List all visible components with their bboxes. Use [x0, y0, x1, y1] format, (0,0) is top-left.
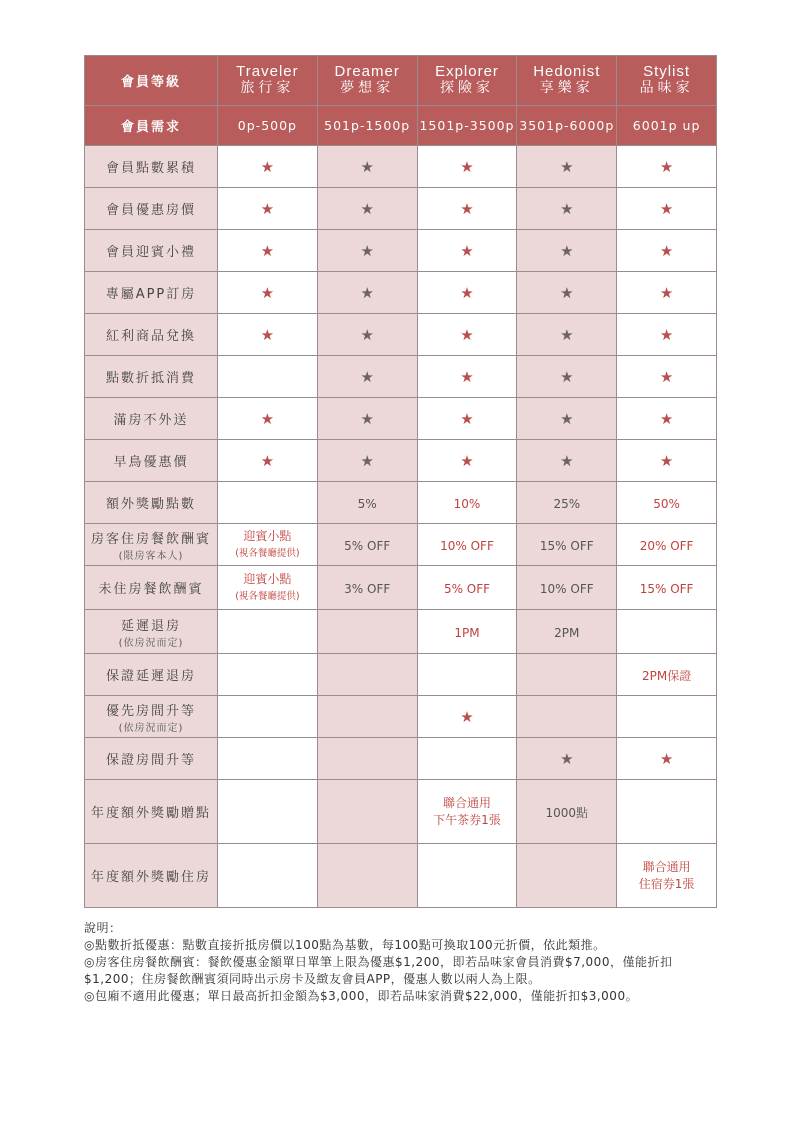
tier-header-stylist: Stylist 品味家 — [617, 56, 717, 106]
benefit-cell — [317, 696, 417, 738]
requirement-value: 501p-1500p — [317, 106, 417, 146]
benefit-cell — [317, 482, 417, 524]
tier-header-dreamer: Dreamer 夢想家 — [317, 56, 417, 106]
benefit-cell — [417, 696, 517, 738]
note-item: ◎點數折抵優惠：點數直接折抵房價以100點為基數，每100點可換取100元折價，依此類推。 — [84, 938, 606, 952]
benefit-cell — [317, 738, 417, 780]
requirement-value: 3501p-6000p — [517, 106, 617, 146]
benefit-row — [85, 524, 717, 566]
benefit-cell — [417, 844, 517, 908]
benefit-cell — [218, 844, 318, 908]
membership-tier-table — [84, 55, 717, 908]
benefit-cell — [417, 780, 517, 844]
benefit-value: 10% OFF — [539, 582, 594, 596]
benefit-value: 3% OFF — [344, 582, 391, 596]
benefit-value: 10% OFF — [440, 539, 494, 553]
star-icon: ★ — [360, 452, 374, 470]
tier-header-explorer: Explorer 探險家 — [417, 56, 517, 106]
benefit-cell — [617, 696, 717, 738]
benefit-cell — [218, 566, 318, 610]
benefit-label — [85, 780, 218, 844]
star-icon: ★ — [659, 326, 674, 344]
star-icon: ★ — [460, 410, 474, 428]
benefit-cell — [417, 566, 517, 610]
benefit-cell — [317, 188, 417, 230]
tier-header-row — [85, 56, 717, 106]
benefit-cell — [517, 440, 617, 482]
benefit-cell — [517, 524, 617, 566]
benefit-cell — [417, 272, 517, 314]
benefit-cell — [617, 230, 717, 272]
benefit-label — [85, 440, 218, 482]
benefit-cell — [218, 146, 318, 188]
benefit-cell — [317, 654, 417, 696]
benefit-cell — [317, 356, 417, 398]
benefit-cell — [617, 738, 717, 780]
benefit-label-text: 保證延遲退房 — [105, 669, 196, 684]
benefit-cell — [218, 230, 318, 272]
benefit-label-text: 延遲退房 — [120, 618, 181, 634]
benefit-cell — [617, 566, 717, 610]
star-icon: ★ — [659, 452, 674, 470]
benefit-label — [85, 188, 218, 230]
benefit-cell — [617, 398, 717, 440]
benefit-cell — [218, 696, 318, 738]
star-icon: ★ — [260, 242, 275, 260]
star-icon: ★ — [360, 284, 374, 302]
star-icon: ★ — [260, 452, 275, 470]
benefit-label — [85, 482, 218, 524]
benefit-label-text: 優先房間升等 — [105, 703, 196, 719]
star-icon: ★ — [360, 326, 374, 344]
benefit-label-text: 年度額外獎勵住房 — [90, 870, 211, 885]
benefit-cell — [218, 738, 318, 780]
star-icon: ★ — [560, 200, 574, 218]
benefit-value: 1000點 — [545, 806, 589, 820]
benefit-value: 聯合通用 住宿券1張 — [638, 859, 695, 891]
star-icon: ★ — [560, 750, 574, 768]
benefit-row — [85, 188, 717, 230]
benefit-cell — [617, 524, 717, 566]
requirement-value: 1501p-3500p — [417, 106, 517, 146]
star-icon: ★ — [560, 158, 574, 176]
benefit-row — [85, 482, 717, 524]
star-icon: ★ — [560, 410, 574, 428]
benefit-cell — [218, 314, 318, 356]
benefit-cell — [317, 146, 417, 188]
star-icon: ★ — [360, 410, 374, 428]
star-icon: ★ — [260, 200, 275, 218]
benefit-label — [85, 524, 218, 566]
benefit-cell — [218, 440, 318, 482]
benefit-label-note: (限房客本人) — [118, 550, 184, 562]
note-item: ◎房客住房餐飲酬賓：餐飲優惠金額單日單筆上限為優惠$1,200，即若品味家會員消費$7,000，僅能折扣$1,200；住房餐飲酬賓須同時出示房卡及緻友會員APP，優惠人數以兩人為上限。 — [84, 955, 673, 986]
benefit-value: 5% — [357, 497, 377, 511]
benefit-label-text: 額外獎勵點數 — [105, 497, 196, 512]
star-icon: ★ — [460, 158, 474, 176]
benefit-row — [85, 272, 717, 314]
benefit-cell — [517, 780, 617, 844]
benefit-label-text: 會員點數累積 — [105, 161, 196, 176]
benefit-cell — [617, 356, 717, 398]
benefit-row — [85, 738, 717, 780]
benefit-row — [85, 844, 717, 908]
star-icon: ★ — [360, 242, 374, 260]
benefit-cell — [517, 314, 617, 356]
requirement-value: 6001p up — [617, 106, 717, 146]
benefit-cell — [517, 482, 617, 524]
benefit-cell — [317, 272, 417, 314]
star-icon: ★ — [659, 242, 674, 260]
benefit-label — [85, 654, 218, 696]
benefit-cell — [617, 482, 717, 524]
benefit-value: 2PM — [554, 626, 580, 640]
star-icon: ★ — [659, 750, 674, 768]
benefit-label — [85, 146, 218, 188]
star-icon: ★ — [659, 368, 674, 386]
benefit-label — [85, 844, 218, 908]
benefit-cell — [517, 188, 617, 230]
benefit-cell — [218, 398, 318, 440]
star-icon: ★ — [360, 200, 374, 218]
benefit-cell — [317, 440, 417, 482]
requirement-value: 0p-500p — [218, 106, 318, 146]
star-icon: ★ — [260, 284, 275, 302]
star-icon: ★ — [260, 158, 275, 176]
benefit-cell — [317, 314, 417, 356]
star-icon: ★ — [360, 158, 374, 176]
benefit-value: 迎賓小點 (視各餐廳提供) — [235, 571, 300, 602]
requirement-label: 會員需求 — [85, 106, 218, 146]
benefit-cell — [617, 188, 717, 230]
benefit-cell — [617, 272, 717, 314]
benefit-label-text: 會員迎賓小禮 — [105, 245, 196, 260]
benefit-cell — [617, 314, 717, 356]
benefit-value: 迎賓小點 (視各餐廳提供) — [235, 528, 300, 559]
star-icon: ★ — [360, 368, 374, 386]
benefit-label — [85, 272, 218, 314]
benefit-value: 15% OFF — [639, 582, 694, 596]
benefit-label-text: 房客住房餐飲酬賓 — [90, 531, 211, 547]
benefit-row — [85, 146, 717, 188]
benefit-label — [85, 398, 218, 440]
benefit-cell — [417, 188, 517, 230]
benefit-cell — [317, 844, 417, 908]
benefit-cell — [218, 482, 318, 524]
benefit-row — [85, 566, 717, 610]
star-icon: ★ — [260, 410, 275, 428]
benefit-cell — [417, 738, 517, 780]
benefit-value: 50% — [653, 497, 680, 511]
benefit-value: 25% — [553, 497, 581, 511]
benefit-cell — [417, 524, 517, 566]
benefit-row — [85, 780, 717, 844]
requirement-row — [85, 106, 717, 146]
note-item: ◎包廂不適用此優惠；單日最高折扣金額為$3,000，即若品味家消費$22,000，僅能折扣$3,000。 — [84, 989, 639, 1003]
benefit-label-text: 年度額外獎勵贈點 — [90, 806, 211, 821]
star-icon: ★ — [659, 410, 674, 428]
benefit-label-text: 紅利商品兌換 — [105, 329, 196, 344]
benefit-value: 15% OFF — [539, 539, 594, 553]
benefit-value: 5% OFF — [344, 539, 391, 553]
benefit-label — [85, 738, 218, 780]
benefit-label-text: 未住房餐飲酬賓 — [98, 582, 204, 597]
benefit-cell — [218, 610, 318, 654]
star-icon: ★ — [460, 452, 474, 470]
benefit-label-text: 滿房不外送 — [113, 413, 189, 428]
benefit-cell — [317, 566, 417, 610]
benefit-cell — [317, 610, 417, 654]
benefit-value: 20% OFF — [639, 539, 694, 553]
benefit-cell — [617, 654, 717, 696]
star-icon: ★ — [460, 368, 474, 386]
benefit-label — [85, 566, 218, 610]
benefit-label-text: 專屬APP訂房 — [105, 287, 197, 302]
benefit-cell — [617, 844, 717, 908]
star-icon: ★ — [560, 284, 574, 302]
star-icon: ★ — [560, 452, 574, 470]
star-icon: ★ — [659, 200, 674, 218]
benefit-label — [85, 314, 218, 356]
benefit-cell — [517, 610, 617, 654]
benefit-cell — [517, 356, 617, 398]
benefit-cell — [517, 696, 617, 738]
star-icon: ★ — [560, 242, 574, 260]
benefit-row — [85, 356, 717, 398]
benefit-value: 聯合通用 下午茶券1張 — [433, 795, 501, 827]
benefit-label — [85, 696, 218, 738]
star-icon: ★ — [460, 200, 474, 218]
benefit-value: 1PM — [454, 626, 480, 640]
benefit-cell — [617, 610, 717, 654]
notes-title: 說明： — [84, 921, 122, 935]
benefit-cell — [617, 780, 717, 844]
benefit-row — [85, 696, 717, 738]
benefit-cell — [417, 482, 517, 524]
benefit-row — [85, 610, 717, 654]
benefit-cell — [317, 398, 417, 440]
star-icon: ★ — [659, 284, 674, 302]
benefit-row — [85, 314, 717, 356]
benefit-cell — [417, 314, 517, 356]
benefit-value: 10% — [453, 497, 481, 511]
benefit-row — [85, 440, 717, 482]
benefit-value: 5% OFF — [443, 582, 491, 596]
benefit-label-note: (依房況而定) — [118, 722, 184, 734]
notes-section — [84, 920, 724, 1005]
star-icon: ★ — [460, 326, 474, 344]
benefit-label-text: 會員優惠房價 — [105, 203, 196, 218]
star-icon: ★ — [460, 242, 474, 260]
benefit-cell — [218, 780, 318, 844]
benefit-cell — [317, 780, 417, 844]
benefit-cell — [218, 524, 318, 566]
benefit-cell — [317, 524, 417, 566]
benefit-cell — [617, 440, 717, 482]
benefit-label — [85, 230, 218, 272]
star-icon: ★ — [560, 368, 574, 386]
benefit-cell — [517, 272, 617, 314]
star-icon: ★ — [460, 708, 474, 726]
benefit-label-text: 保證房間升等 — [105, 753, 196, 768]
benefit-label-text: 早鳥優惠價 — [113, 455, 189, 470]
benefit-value: 2PM保證 — [641, 669, 692, 683]
benefit-cell — [417, 398, 517, 440]
benefit-cell — [417, 146, 517, 188]
benefit-label — [85, 610, 218, 654]
benefit-row — [85, 398, 717, 440]
tier-corner-label: 會員等級 — [85, 56, 218, 106]
benefit-label — [85, 356, 218, 398]
star-icon: ★ — [560, 326, 574, 344]
benefit-cell — [317, 230, 417, 272]
benefit-cell — [517, 146, 617, 188]
tier-header-hedonist: Hedonist 享樂家 — [517, 56, 617, 106]
benefit-cell — [218, 356, 318, 398]
benefit-cell — [417, 610, 517, 654]
benefit-row — [85, 230, 717, 272]
benefit-cell — [417, 654, 517, 696]
star-icon: ★ — [260, 326, 275, 344]
benefit-cell — [417, 230, 517, 272]
benefit-cell — [517, 398, 617, 440]
benefit-cell — [417, 440, 517, 482]
benefit-row — [85, 654, 717, 696]
benefit-label-note: (依房況而定) — [118, 637, 184, 649]
benefit-cell — [517, 654, 617, 696]
benefit-cell — [417, 356, 517, 398]
benefit-cell — [218, 654, 318, 696]
benefit-cell — [517, 230, 617, 272]
benefit-cell — [218, 272, 318, 314]
star-icon: ★ — [460, 284, 474, 302]
benefit-cell — [517, 844, 617, 908]
benefit-label-text: 點數折抵消費 — [105, 371, 196, 386]
tier-header-traveler: Traveler 旅行家 — [218, 56, 318, 106]
benefit-cell — [517, 566, 617, 610]
benefit-cell — [517, 738, 617, 780]
benefit-cell — [218, 188, 318, 230]
benefit-cell — [617, 146, 717, 188]
star-icon: ★ — [659, 158, 674, 176]
